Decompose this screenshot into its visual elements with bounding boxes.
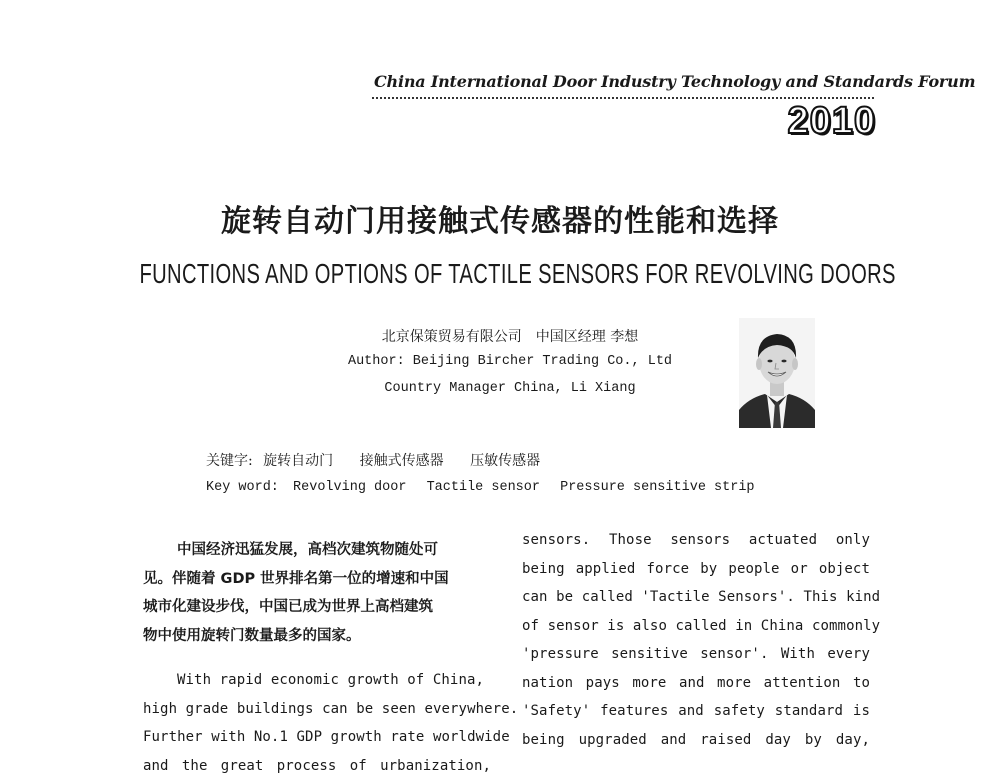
text-line: being upgraded and raised day by day, [522, 726, 870, 755]
keywords-label-en: Key word: [206, 480, 279, 495]
text-line: sensors. Those sensors actuated only [522, 526, 870, 555]
text-line: 物中使用旋转门数量最多的国家。 [143, 622, 491, 651]
keywords-english [206, 480, 767, 495]
text-line: 中国经济迅猛发展，高档次建筑物随处可 [143, 536, 491, 565]
keyword-cn: 压敏传感器 [470, 453, 540, 469]
forum-title: China International Door Industry Technology and Standards Forum [374, 72, 874, 91]
header-divider [372, 97, 874, 99]
forum-year: 2010 [770, 100, 876, 143]
text-line: high grade buildings can be seen everywhere. [143, 695, 491, 724]
author-title: Country Manager China, Li Xiang [320, 381, 700, 396]
keyword-en: Revolving door [293, 480, 406, 495]
text-line: nation pays more and more attention to [522, 669, 870, 698]
text-line: Further with No.1 GDP growth rate worldwide [143, 723, 491, 752]
text-line: of sensor is also called in China commonly [522, 612, 870, 641]
text-line: being applied force by people or object [522, 555, 870, 584]
text-line: 见。伴随着 GDP 世界排名第一位的增速和中国 [143, 565, 491, 594]
text-line: 城市化建设步伐，中国已成为世界上高档建筑 [143, 593, 491, 622]
keyword-en: Tactile sensor [427, 480, 540, 495]
text-line: can be called 'Tactile Sensors'. This kind [522, 583, 870, 612]
keyword-en: Pressure sensitive strip [560, 480, 754, 495]
text-line: 'Safety' features and safety standard is [522, 697, 870, 726]
paper-title-english: FUNCTIONS AND OPTIONS OF TACTILE SENSORS FOR REVOLVING DOORS [139, 258, 859, 290]
keywords-label-cn: 关键字: [206, 453, 253, 469]
author-block [320, 326, 700, 408]
paragraph-english [143, 666, 491, 780]
body-column-left [143, 536, 491, 780]
paper-title-chinese: 旋转自动门用接触式传感器的性能和选择 [0, 196, 1000, 240]
text-line: 'pressure sensitive sensor'. With every [522, 640, 870, 669]
keyword-cn: 接触式传感器 [360, 453, 444, 469]
text-line: and the great process of urbanization, [143, 752, 491, 780]
portrait-icon [739, 318, 815, 428]
body-column-right [522, 526, 870, 754]
keywords-block [206, 450, 767, 495]
author-chinese: 北京保策贸易有限公司 中国区经理 李想 [320, 326, 700, 346]
author-portrait-image [739, 318, 815, 428]
text-line: With rapid economic growth of China, [143, 666, 491, 695]
paragraph-chinese [143, 536, 491, 650]
author-affiliation: Author: Beijing Bircher Trading Co., Ltd [320, 354, 700, 369]
keywords-chinese [206, 450, 767, 470]
keyword-cn: 旋转自动门 [263, 453, 333, 469]
